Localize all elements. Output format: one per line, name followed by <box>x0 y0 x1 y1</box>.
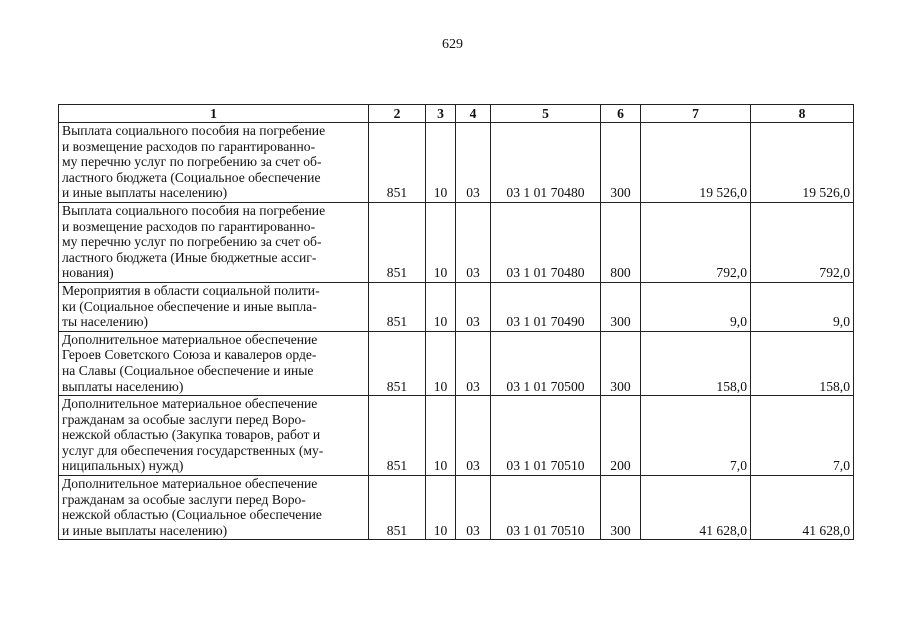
description-line: и возмещение расходов по гарантированно- <box>62 218 316 234</box>
section-code: 10 <box>426 202 456 282</box>
target-article-code: 03 1 01 70480 <box>491 202 601 282</box>
ministry-code: 851 <box>369 476 426 540</box>
target-article-code: 03 1 01 70500 <box>491 331 601 395</box>
description-line: Выплата социального пособия на погребение <box>62 123 326 138</box>
table-row <box>59 202 854 282</box>
description-line: му перечню услуг по погребению за счет об- <box>62 154 322 170</box>
header-row <box>59 105 854 123</box>
description-line: на Славы (Социальное обеспечение и иные <box>62 362 314 378</box>
description-line: Выплата социального пособия на погребение <box>62 202 326 218</box>
amount-col7: 19 526,0 <box>641 123 751 203</box>
description-line: и возмещение расходов по гарантированно- <box>62 138 316 154</box>
amount-col8: 19 526,0 <box>751 123 854 203</box>
description-line: ластного бюджета (Иные бюджетные ассиг- <box>62 249 317 265</box>
header-cell: 6 <box>601 105 641 123</box>
target-article-code: 03 1 01 70490 <box>491 282 601 331</box>
amount-col7: 792,0 <box>641 202 751 282</box>
header-cell: 8 <box>751 105 854 123</box>
description-line: Дополнительное материальное обеспечение <box>62 476 318 492</box>
target-article-code: 03 1 01 70510 <box>491 476 601 540</box>
description-line: выплаты населению) <box>62 378 184 394</box>
description-line: нежской областью (Закупка товаров, работ и <box>62 427 321 443</box>
row-description <box>59 396 369 476</box>
description-line: му перечню услуг по погребению за счет об- <box>62 234 322 250</box>
row-description <box>59 476 369 540</box>
description-line: ки (Социальное обеспечение и иные выпла- <box>62 298 317 314</box>
description-line: гражданам за особые заслуги перед Воро- <box>62 491 306 507</box>
ministry-code: 851 <box>369 123 426 203</box>
amount-col7: 9,0 <box>641 282 751 331</box>
subsection-code: 03 <box>456 202 491 282</box>
amount-col8: 158,0 <box>751 331 854 395</box>
row-description <box>59 282 369 331</box>
description-line: услуг для обеспечения государственных (му- <box>62 442 324 458</box>
subsection-code: 03 <box>456 282 491 331</box>
description-line: Мероприятия в области социальной полити- <box>62 282 320 298</box>
description-line: нования) <box>62 265 114 281</box>
table-row <box>59 282 854 331</box>
amount-col8: 41 628,0 <box>751 476 854 540</box>
expense-type-code: 300 <box>601 476 641 540</box>
subsection-code: 03 <box>456 123 491 203</box>
header-cell: 1 <box>59 105 369 123</box>
row-description <box>59 123 369 203</box>
amount-col8: 792,0 <box>751 202 854 282</box>
expense-type-code: 300 <box>601 123 641 203</box>
description-line: гражданам за особые заслуги перед Воро- <box>62 411 306 427</box>
header-cell: 2 <box>369 105 426 123</box>
description-line: Героев Советского Союза и кавалеров орде- <box>62 347 317 363</box>
description-line: ты населению) <box>62 314 149 330</box>
amount-col7: 41 628,0 <box>641 476 751 540</box>
header-cell: 5 <box>491 105 601 123</box>
table-row <box>59 123 854 203</box>
section-code: 10 <box>426 476 456 540</box>
section-code: 10 <box>426 396 456 476</box>
ministry-code: 851 <box>369 282 426 331</box>
subsection-code: 03 <box>456 476 491 540</box>
amount-col8: 9,0 <box>751 282 854 331</box>
budget-table <box>58 104 854 540</box>
description-line: и иные выплаты населению) <box>62 522 228 538</box>
target-article-code: 03 1 01 70480 <box>491 123 601 203</box>
amount-col8: 7,0 <box>751 396 854 476</box>
expense-type-code: 800 <box>601 202 641 282</box>
table-row <box>59 476 854 540</box>
amount-col7: 7,0 <box>641 396 751 476</box>
description-line: и иные выплаты населению) <box>62 185 228 201</box>
ministry-code: 851 <box>369 331 426 395</box>
amount-col7: 158,0 <box>641 331 751 395</box>
description-line: ластного бюджета (Социальное обеспечение <box>62 169 321 185</box>
ministry-code: 851 <box>369 202 426 282</box>
description-line: Дополнительное материальное обеспечение <box>62 396 318 412</box>
row-description <box>59 202 369 282</box>
header-cell: 4 <box>456 105 491 123</box>
table-row <box>59 396 854 476</box>
section-code: 10 <box>426 123 456 203</box>
header-cell: 3 <box>426 105 456 123</box>
ministry-code: 851 <box>369 396 426 476</box>
page-number: 629 <box>442 37 463 52</box>
header-cell: 7 <box>641 105 751 123</box>
expense-type-code: 300 <box>601 282 641 331</box>
description-line: Дополнительное материальное обеспечение <box>62 331 318 347</box>
section-code: 10 <box>426 282 456 331</box>
description-line: нежской областью (Социальное обеспечение <box>62 507 322 523</box>
expense-type-code: 200 <box>601 396 641 476</box>
section-code: 10 <box>426 331 456 395</box>
row-description <box>59 331 369 395</box>
subsection-code: 03 <box>456 396 491 476</box>
description-line: ниципальных) нужд) <box>62 458 184 474</box>
expense-type-code: 300 <box>601 331 641 395</box>
target-article-code: 03 1 01 70510 <box>491 396 601 476</box>
subsection-code: 03 <box>456 331 491 395</box>
table-row <box>59 331 854 395</box>
